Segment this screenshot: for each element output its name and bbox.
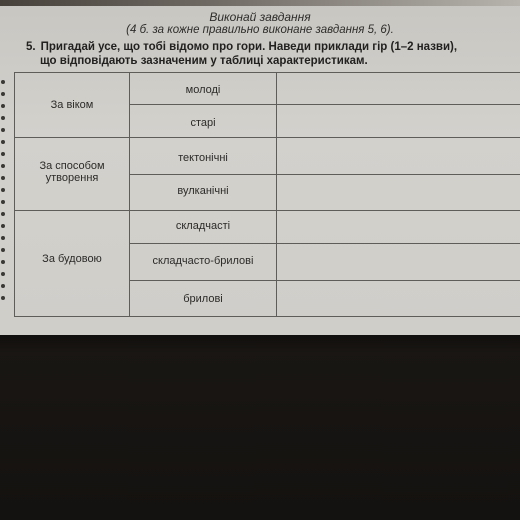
task-text-line-1: Пригадай усе, що тобі відомо про гори. Наведи приклади гір (1–2 назви),	[40, 41, 458, 53]
hole	[1, 272, 5, 276]
kind-cell	[130, 105, 277, 138]
hole	[1, 296, 5, 300]
hole	[1, 104, 5, 108]
answer-cell[interactable]	[277, 281, 520, 317]
group-label: За віком	[50, 99, 94, 111]
hole	[1, 248, 5, 252]
hole	[1, 80, 5, 84]
answer-cell[interactable]	[277, 211, 520, 244]
hole	[1, 236, 5, 240]
hole	[1, 152, 5, 156]
table-row	[15, 73, 520, 105]
group-label: За будовою	[42, 253, 102, 265]
group-cell-origin	[15, 138, 130, 211]
kind-cell	[130, 244, 277, 281]
kind-label: складчасті	[175, 220, 231, 232]
answer-cell[interactable]	[277, 105, 520, 138]
group-cell-structure	[15, 211, 130, 317]
notebook-holes	[0, 80, 8, 310]
kind-label: старі	[190, 117, 216, 129]
kind-label: тектонічні	[178, 152, 228, 164]
task-number: 5.	[26, 41, 36, 53]
kind-label: вулканічні	[177, 185, 229, 197]
table-row	[15, 211, 520, 244]
hole	[1, 140, 5, 144]
answer-cell[interactable]	[277, 175, 520, 211]
page-shadow	[0, 335, 520, 353]
hole	[1, 176, 5, 180]
task-text-line-2: що відповідають зазначеним у таблиці характеристикам.	[40, 55, 368, 67]
answer-cell[interactable]	[277, 244, 520, 281]
answer-cell[interactable]	[277, 73, 520, 105]
page-top-edge	[0, 0, 520, 6]
kind-cell	[130, 138, 277, 175]
answer-cell[interactable]	[277, 138, 520, 175]
group-cell-age	[15, 73, 130, 138]
mountains-table-wrapper	[14, 72, 516, 316]
kind-cell	[130, 281, 277, 317]
kind-cell	[130, 175, 277, 211]
hole	[1, 200, 5, 204]
hole	[1, 260, 5, 264]
hole	[1, 92, 5, 96]
table-row	[15, 138, 520, 175]
kind-label: молоді	[185, 84, 221, 96]
kind-cell	[130, 211, 277, 244]
hole	[1, 164, 5, 168]
section-title: Виконай завдання	[209, 10, 311, 24]
hole	[1, 128, 5, 132]
hole	[1, 116, 5, 120]
hole	[1, 212, 5, 216]
task-statement	[26, 40, 516, 68]
hole	[1, 284, 5, 288]
kind-label: брилові	[183, 293, 223, 305]
hole	[1, 188, 5, 192]
group-label: За способом утворення	[39, 160, 105, 184]
hole	[1, 224, 5, 228]
section-scoring-note: (4 б. за кожне правильно виконане завдання 5, 6).	[126, 24, 394, 36]
mountains-table	[14, 72, 520, 317]
kind-label: складчасто-брилові	[152, 255, 254, 267]
kind-cell	[130, 73, 277, 105]
